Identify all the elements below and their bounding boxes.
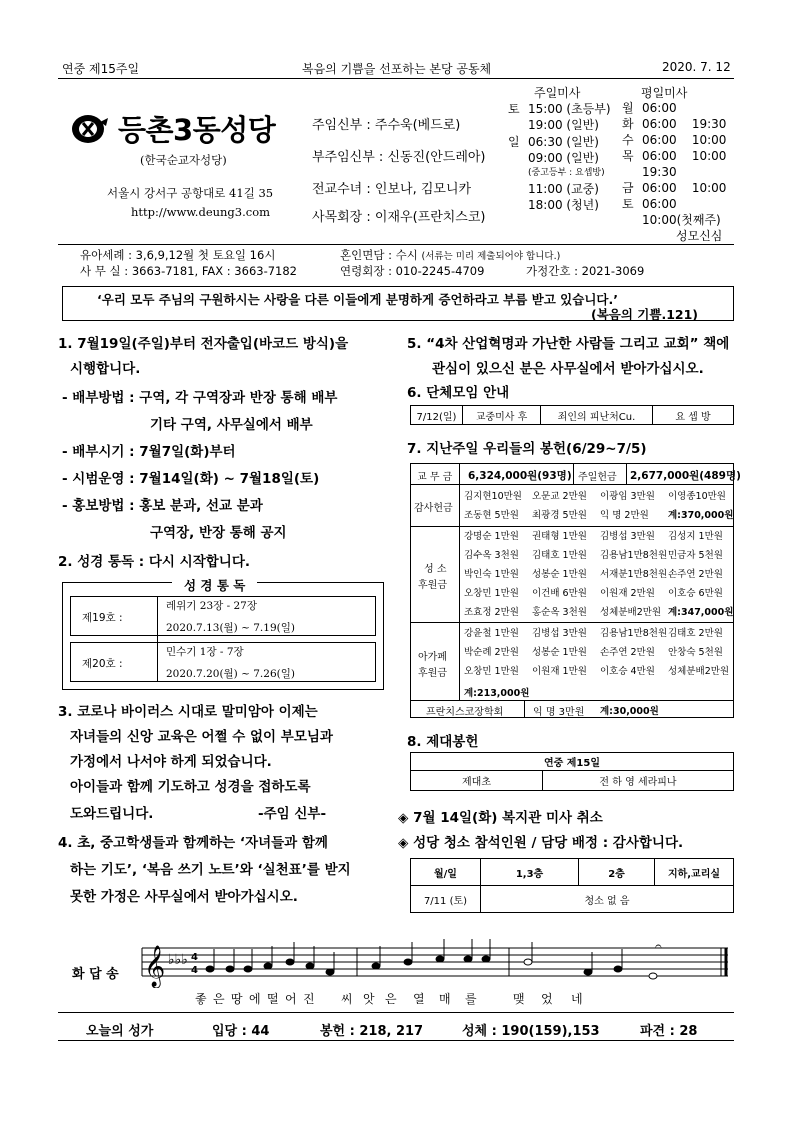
staff-associate: 부주임신부 : 신동진(안드레아)	[312, 150, 486, 165]
holy-label-2: 후원금	[418, 580, 447, 591]
donation-cell: 오창민 1만원	[464, 666, 519, 677]
donation-cell: 이원재 2만원	[600, 588, 655, 599]
donation-cell: 손주연 2만원	[600, 647, 655, 658]
sun-mass-2-note: (중고등부 : 요셉방)	[528, 168, 605, 178]
donation-cell: 김태호 2만원	[668, 628, 723, 639]
hymn-top-divider	[58, 1012, 734, 1013]
lyric-syllable: 떨	[267, 992, 279, 1006]
weekday-schedule: 월 06:00 화 06:00 19:30 수 06:00 10:00 목 06:00 10:00 19:30 금 06:00 10:00 토 06:00 10:00(첫째주) 성모신심	[622, 101, 727, 243]
sun-mass-2: 09:00 (일반)	[528, 151, 599, 165]
donation-cell: 권태형 1만원	[532, 531, 587, 542]
notice-2: 2. 성경 통독 : 다시 시작합니다.	[58, 554, 250, 570]
donation-cell: 최광경 5만원	[532, 510, 587, 521]
donation-cell: 계:347,000원	[668, 607, 734, 618]
donation-cell: 김태호 1만원	[532, 550, 587, 561]
sun-mass-4: 18:00 (청년)	[528, 198, 599, 212]
lyric-syllable: 를	[465, 992, 477, 1006]
motto-box	[62, 286, 734, 321]
notice-3-line3: 가정에서 나서야 하게 되었습니다.	[70, 754, 272, 770]
donation-cell: 민금자 5천원	[668, 550, 723, 561]
music-note	[464, 956, 472, 962]
svg-text:𝄐: 𝄐	[655, 939, 662, 953]
donation-cell: 이호승 6만원	[668, 588, 723, 599]
music-note	[286, 959, 294, 965]
parish-subtitle: (한국순교자성당)	[140, 153, 227, 167]
music-note	[614, 966, 622, 972]
donation-cell: 김지현10만원	[464, 491, 522, 502]
bible-divider	[157, 596, 158, 682]
marriage-info: 혼인면담 : 수시 (서류는 미리 제출되어야 합니다.)	[340, 248, 561, 262]
donation-cell: 홍순옥 3천원	[532, 607, 587, 618]
lyric-syllable: 진	[303, 992, 315, 1006]
parish-logo-icon	[70, 112, 110, 146]
donation-cell: 강윤철 1만원	[464, 628, 519, 639]
offer-value-1: 6,324,000원(93명)	[468, 470, 572, 482]
baptism-info: 유아세례 : 3,6,9,12월 첫 토요일 16시	[80, 248, 276, 262]
lyric-syllable: 열	[413, 992, 425, 1006]
donation-cell: 익 명 2만원	[600, 510, 649, 521]
donation-cell: 이원재 1만원	[532, 666, 587, 677]
music-note	[404, 959, 412, 965]
donation-cell: 박인숙 1만원	[464, 569, 519, 580]
notice-cleaning: ◈ 성당 청소 참석인원 / 담당 배정 : 감사합니다.	[398, 835, 684, 851]
lyric-syllable: 씨	[341, 992, 353, 1006]
notice-1-line6: - 시범운영 : 7월14일(화) ~ 7월18일(토)	[62, 471, 320, 487]
cleaning-table: 월/일 1,3층 2층 지하,교리실 7/11 (토) 청소 없 음	[410, 858, 734, 913]
motto-line2: (복음의 기쁨.121)	[591, 307, 698, 322]
music-note	[306, 963, 314, 969]
offer-value-2: 2,677,000원(489명)	[630, 470, 741, 482]
sunday-mass-title: 주일미사	[534, 86, 581, 100]
donation-cell: 성봉순 1만원	[532, 647, 587, 658]
notice-welfare: ◈ 7월 14일(화) 복지관 미사 취소	[398, 810, 603, 826]
lyric-syllable: 네	[571, 992, 583, 1006]
notice-1-line1: 1. 7월19일(주일)부터 전자출입(바코드 방식)을	[58, 336, 349, 352]
notice-5-line2: 관심이 있으신 분은 사무실에서 받아가십시오.	[432, 361, 704, 377]
svg-text:𝄞: 𝄞	[144, 946, 166, 987]
donation-cell: 이영종10만원	[668, 491, 726, 502]
notice-3-line4: 아이들과 함께 기도하고 성경을 접하도록	[70, 779, 311, 795]
music-staff	[138, 938, 738, 988]
donation-cell: 이호승 4만원	[600, 666, 655, 677]
parish-name: 등촌3동성당	[118, 113, 276, 147]
donation-cell: 오창민 1만원	[464, 588, 519, 599]
sat-label: 토	[508, 102, 520, 116]
donation-cell: 김용남1만8천원	[600, 628, 668, 639]
notice-7: 7. 지난주일 우리들의 봉헌(6/29~7/5)	[407, 441, 647, 457]
notice-1-line2: 시행합니다.	[70, 361, 141, 377]
donation-cell: 강명순 1만원	[464, 531, 519, 542]
notice-1-line4: 기타 구역, 사무실에서 배부	[150, 417, 313, 433]
music-note	[326, 969, 334, 975]
donation-cell: 김용남1만8천원	[600, 550, 668, 561]
bible-title: 성 경 통 독	[172, 576, 257, 594]
info-divider	[58, 244, 734, 245]
music-note	[436, 956, 444, 962]
donation-cell: 김수옥 3천원	[464, 550, 519, 561]
header-left: 연중 제15주일	[62, 62, 140, 76]
svg-text:4: 4	[191, 952, 198, 963]
notice-3-line5: 도와드립니다.	[70, 806, 154, 822]
sun-mass-3: 11:00 (교중)	[528, 182, 599, 196]
svg-text:4: 4	[191, 965, 198, 976]
music-note	[482, 956, 490, 962]
music-note	[524, 959, 532, 965]
sat-mass-1: 15:00 (초등부)	[528, 102, 611, 116]
music-note	[226, 966, 234, 972]
donation-cell: 김병섭 3만원	[600, 531, 655, 542]
notice-1-line5: - 배부시기 : 7월7일(화)부터	[62, 444, 236, 460]
music-note	[649, 973, 657, 979]
sun-label: 일	[508, 135, 520, 149]
notice-4-line2: 하는 기도’, ‘복음 쓰기 노트’와 ‘실천표’를 받지	[70, 862, 351, 878]
staff-sister: 전교수녀 : 인보나, 김모니카	[312, 182, 472, 197]
francis-label: 프란치스코장학회	[426, 707, 504, 718]
notice-3-line2: 자녀들의 신앙 교육은 어쩔 수 없이 부모님과	[70, 729, 333, 745]
lyric-syllable: 은	[213, 992, 225, 1006]
notice-4-line1: 4. 초, 중고학생들과 함께하는 ‘자녀들과 함께	[58, 835, 328, 851]
office-info: 사 무 실 : 3663-7181, FAX : 3663-7182	[80, 264, 297, 278]
donation-cell: 성봉순 1만원	[532, 569, 587, 580]
music-note	[264, 963, 272, 969]
donation-cell: 성체분배2만원	[668, 666, 730, 677]
sat-mass-2: 19:00 (일반)	[528, 118, 599, 132]
notice-6: 6. 단체모임 안내	[407, 385, 510, 401]
offer-label-1: 교 무 금	[417, 472, 453, 483]
notice-5-line1: 5. “4차 산업혁명과 가난한 사람들 그리고 교회” 책에	[407, 336, 730, 352]
music-note	[584, 969, 592, 975]
music-note	[372, 963, 380, 969]
donation-cell: 김병섭 3만원	[532, 628, 587, 639]
lyric-syllable: 에	[249, 992, 261, 1006]
donation-cell: 성체분배2만원	[600, 607, 662, 618]
donation-cell: 오문교 2만원	[532, 491, 587, 502]
donation-cell: 조효정 2만원	[464, 607, 519, 618]
notice-3-sign: -주임 신부-	[258, 806, 327, 822]
music-note	[244, 966, 252, 972]
donation-cell: 김성지 1만원	[668, 531, 723, 542]
notice-8: 8. 제대봉헌	[407, 734, 479, 750]
weekday-mass-title: 평일미사	[641, 86, 688, 100]
francis-value: 익 명 3만원	[533, 707, 585, 718]
header-divider	[58, 78, 734, 79]
notice-1-line3: - 배부방법 : 구역, 각 구역장과 반장 통해 배부	[62, 390, 338, 406]
svg-text:♭♭♭: ♭♭♭	[168, 952, 188, 968]
sun-mass-1: 06:30 (일반)	[528, 135, 599, 149]
lyric-syllable: 었	[541, 992, 553, 1006]
nurse-info: 가정간호 : 2021-3069	[526, 264, 645, 278]
agape-label-1: 아가페	[418, 652, 447, 663]
altar-table: 연중 제15일 제대초 전 하 영 세라피나	[410, 752, 734, 791]
thanks-label: 감사헌금	[414, 503, 453, 514]
donation-cell: 서재분1만8천원	[600, 569, 668, 580]
lyric-syllable: 어	[285, 992, 297, 1006]
header-center: 복음의 기쁨을 선포하는 본당 공동체	[302, 62, 492, 76]
lyric-syllable: 좋	[195, 992, 207, 1006]
music-note	[206, 966, 214, 972]
lyric-syllable: 맺	[513, 992, 525, 1006]
agape-total: 계:213,000원	[464, 688, 530, 699]
notice-1-line7: - 홍보방법 : 홍보 분과, 선교 분과	[62, 498, 263, 514]
offer-label-2: 주일헌금	[578, 472, 617, 483]
hymn-bottom-divider	[58, 1040, 734, 1041]
staff-pastor: 주임신부 : 주수욱(베드로)	[312, 118, 461, 133]
donation-cell: 이광임 3만원	[600, 491, 655, 502]
header-date: 2020. 7. 12	[662, 60, 731, 74]
donation-cell: 안창숙 5천원	[668, 647, 723, 658]
lyric-syllable: 은	[385, 992, 397, 1006]
francis-total: 계:30,000원	[600, 706, 659, 717]
parish-address: 서울시 강서구 공항대로 41길 35	[107, 186, 274, 200]
donation-cell: 조동현 5만원	[464, 510, 519, 521]
lyric-syllable: 앗	[363, 992, 375, 1006]
lyric-syllable: 땅	[231, 992, 243, 1006]
donation-cell: 박순례 2만원	[464, 647, 519, 658]
agape-label-2: 후원금	[418, 668, 447, 679]
notice-4-line3: 못한 가정은 사무실에서 받아가십시오.	[70, 889, 298, 905]
donation-cell: 계:370,000원	[668, 510, 734, 521]
lyric-syllable: 매	[439, 992, 451, 1006]
motto-line1: ‘우리 모두 주님의 구원하시는 사랑을 다른 이들에게 분명하게 증언하라고 부름 받고 있습니다.’	[97, 292, 618, 307]
holy-label-1: 성 소	[424, 564, 447, 575]
donation-cell: 손주연 2만원	[668, 569, 723, 580]
group-table	[410, 405, 734, 425]
group-row: 7/12(일) 교중미사 후 죄인의 피난처Cu. 요 셉 방	[411, 406, 734, 425]
youth-info: 연령회장 : 010-2245-4709	[340, 264, 485, 278]
staff-council: 사목회장 : 이재우(프란치스코)	[312, 210, 486, 225]
donation-cell: 이건배 6만원	[532, 588, 587, 599]
parish-url[interactable]: http://www.deung3.com	[131, 205, 271, 219]
notice-3-line1: 3. 코로나 바이러스 시대로 말미암아 이제는	[58, 704, 318, 720]
notice-1-line8: 구역장, 반장 통해 공지	[150, 525, 287, 541]
psalm-label: 화 답 송	[72, 967, 119, 982]
